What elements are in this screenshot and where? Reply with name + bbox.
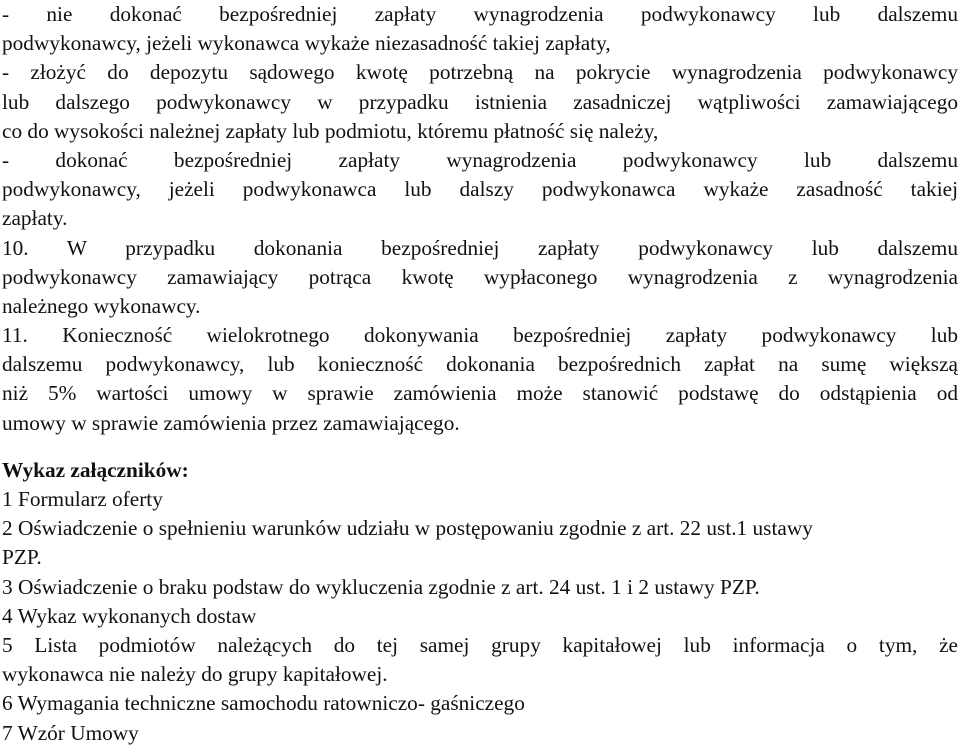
text-line: - dokonać bezpośredniej zapłaty wynagrodzenia podwykonawcy lub dalszemu [2,147,958,172]
attachment-item: 4 Wykaz wykonanych dostaw [2,603,257,628]
text-line: lub dalszego podwykonawcy w przypadku istnienia zasadniczej wątpliwości zamawiającego [2,89,958,114]
text-line: podwykonawcy, jeżeli wykonawca wykaże niezasadność takiej zapłaty, [2,31,611,56]
attachment-item: 7 Wzór Umowy [2,720,139,745]
paragraph-nie-dokonac [2,0,958,58]
text-line: należnego wykonawcy. [2,293,201,318]
paragraph-10 [2,234,958,322]
text-line: podwykonawcy zamawiający potrąca kwotę wypłaconego wynagrodzenia z wynagrodzenia [2,264,958,289]
paragraph-dokonac [2,146,958,234]
attachments-list [2,456,958,748]
attachment-item: 6 Wymagania techniczne samochodu ratowniczo- gaśniczego [2,691,525,716]
text-line: zapłaty. [2,206,68,231]
attachment-item: 3 Oświadczenie o braku podstaw do wykluczenia zgodnie z art. 24 ust. 1 i 2 ustawy PZP. [2,574,760,599]
paragraph-11 [2,321,958,438]
attachment-item-continuation: wykonawca nie należy do grupy kapitałowej. [2,662,388,687]
text-line: - złożyć do depozytu sądowego kwotę potrzebną na pokrycie wynagrodzenia podwykonawcy [2,60,958,85]
text-line: - nie dokonać bezpośredniej zapłaty wynagrodzenia podwykonawcy lub dalszemu [2,2,958,26]
text-line: dalszemu podwykonawcy, lub konieczność dokonania bezpośrednich zapłat na sumę większą [2,352,958,377]
attachment-item: 1 Formularz oferty [2,487,163,511]
attachment-item-continuation: PZP. [2,545,42,570]
text-line: co do wysokości należnej zapłaty lub podmiotu, któremu płatność się należy, [2,118,659,143]
text-line: 10. W przypadku dokonania bezpośredniej zapłaty podwykonawcy lub dalszemu [2,235,958,260]
paragraph-depozyt [2,58,958,146]
text-line: niż 5% wartości umowy w sprawie zamówienia może stanowić podstawę do odstąpienia od [2,381,958,406]
attachment-item: 2 Oświadczenie o spełnieniu warunków udziału w postępowaniu zgodnie z art. 22 ust.1 ustawy [2,516,813,541]
section-spacer [2,438,958,456]
text-line: umowy w sprawie zamówienia przez zamawiającego. [2,410,460,435]
attachments-heading: Wykaz załączników: [2,457,189,482]
attachment-item: 5 Lista podmiotów należących do tej samej grupy kapitałowej lub informacja o tym, że [2,632,958,657]
text-line: 11. Konieczność wielokrotnego dokonywania bezpośredniej zapłaty podwykonawcy lub [2,323,958,348]
text-line: podwykonawcy, jeżeli podwykonawca lub dalszy podwykonawca wykaże zasadność takiej [2,177,958,202]
